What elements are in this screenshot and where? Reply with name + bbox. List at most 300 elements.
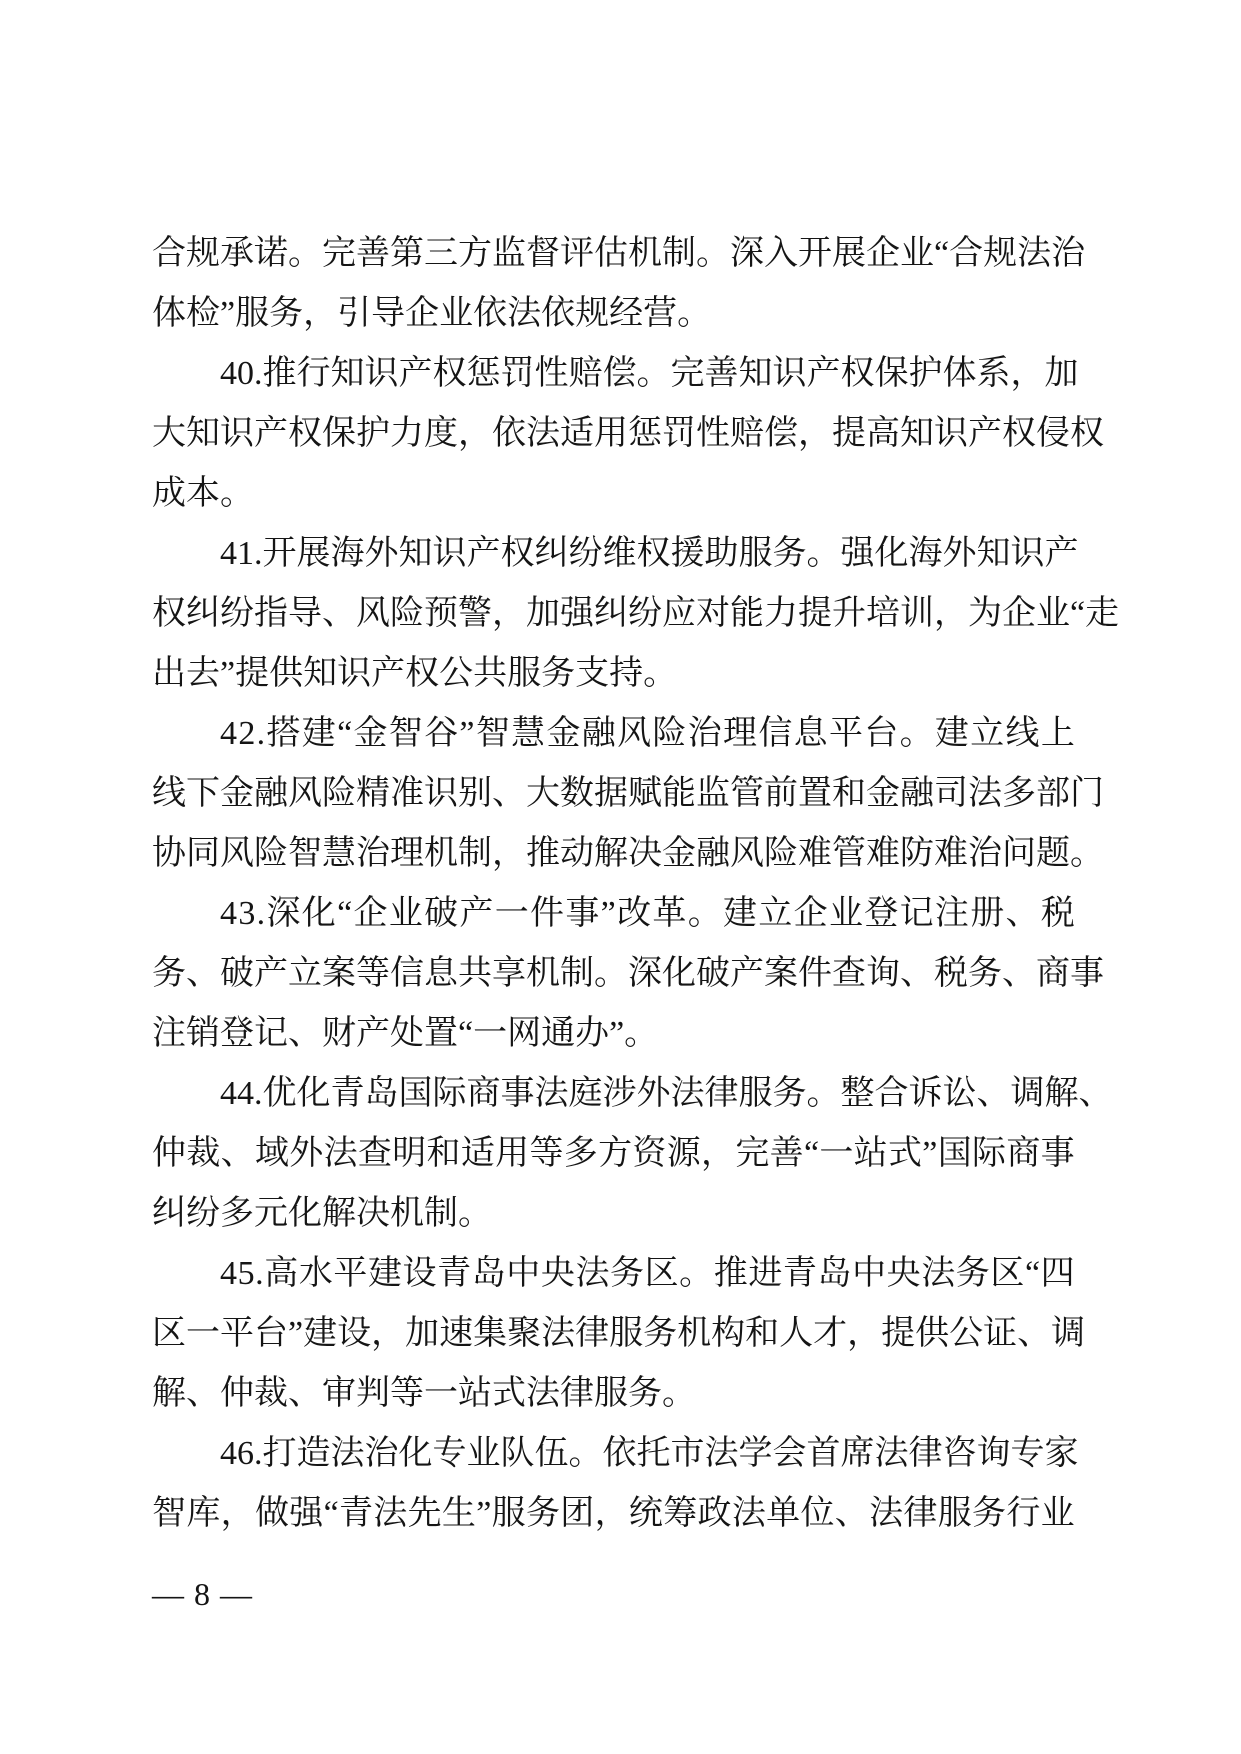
text-char: 能 xyxy=(662,775,696,812)
text-char: 伍 xyxy=(534,1435,569,1472)
text-char: 设 xyxy=(402,1255,437,1292)
text-char: . xyxy=(254,1435,263,1472)
text-char: 务 xyxy=(772,1075,807,1112)
text-char: 4 xyxy=(220,535,237,572)
text-char: 管 xyxy=(730,775,764,812)
text-char: 团 xyxy=(560,1495,595,1532)
text-char: 商 xyxy=(466,1075,501,1112)
text-char: 培 xyxy=(866,595,900,632)
text-char: 供 xyxy=(915,1315,950,1352)
text-char: 化 xyxy=(296,1075,331,1112)
text-char: 集 xyxy=(473,1315,508,1352)
text-char: 件 xyxy=(530,895,565,932)
text-char: 产 xyxy=(459,895,494,932)
text-char: 产 xyxy=(1044,535,1079,572)
text-char: 强 xyxy=(840,535,875,572)
text-char: 公 xyxy=(949,1315,984,1352)
text-char: 打 xyxy=(262,1435,297,1472)
text-char: 纠 xyxy=(534,535,569,572)
text-char: 险 xyxy=(764,835,798,872)
text-line xyxy=(152,824,1104,884)
text-char: 推 xyxy=(262,355,297,392)
text-char: 生 xyxy=(441,1495,476,1532)
text-char: 。 xyxy=(679,1255,714,1292)
text-char: 业 xyxy=(828,895,863,932)
text-char: 数 xyxy=(560,775,594,812)
text-char: 信 xyxy=(390,955,424,992)
text-char: 化 xyxy=(874,535,909,572)
text-char: 。 xyxy=(1070,835,1104,872)
text-char: 难 xyxy=(798,835,832,872)
text-char: 智 xyxy=(288,835,322,872)
text-char: 法 xyxy=(575,1255,610,1292)
text-char: 下 xyxy=(186,775,220,812)
text-line: 成本。 xyxy=(152,475,254,512)
text-char: 建 xyxy=(723,895,757,932)
text-char: ， xyxy=(1010,355,1045,392)
text-char: “ xyxy=(803,1135,820,1172)
text-char: 多 xyxy=(1002,775,1036,812)
text-char: 开 xyxy=(798,235,832,272)
text-char: 市 xyxy=(670,1435,705,1472)
text-char: 律 xyxy=(575,1315,610,1352)
text-char: 智 xyxy=(152,1495,186,1532)
text-char: 查 xyxy=(357,1135,392,1172)
text-char: 用 xyxy=(594,415,628,452)
text-char: 务 xyxy=(525,1495,560,1532)
text-char: 推 xyxy=(713,1255,748,1292)
text-char: 首 xyxy=(806,1435,841,1472)
text-char: 化 xyxy=(301,895,336,932)
text-char: 导 xyxy=(288,595,322,632)
text-char: . xyxy=(255,1255,264,1292)
text-char: 、 xyxy=(976,1075,1011,1112)
text-char: 、 xyxy=(1005,895,1040,932)
text-char: 难 xyxy=(866,835,900,872)
text-char: 决 xyxy=(628,835,662,872)
text-char: 产 xyxy=(806,355,841,392)
text-char: 。 xyxy=(899,715,934,752)
text-char: 行 xyxy=(1006,1495,1041,1532)
text-char: 学 xyxy=(738,1435,773,1472)
text-char: 岛 xyxy=(364,1075,399,1112)
text-char: 训 xyxy=(900,595,934,632)
text-char: 纠 xyxy=(186,595,220,632)
text-char: ， xyxy=(458,415,492,452)
text-char: 难 xyxy=(934,835,968,872)
text-char: 提 xyxy=(798,595,832,632)
text-char: 平 xyxy=(220,1315,254,1352)
text-char: ” xyxy=(459,715,475,752)
text-char: ” xyxy=(600,895,616,932)
text-char: 商 xyxy=(1036,955,1070,992)
text-line xyxy=(152,704,1075,764)
text-char: 治 xyxy=(364,1435,399,1472)
text-char: 业 xyxy=(900,235,934,272)
text-char: 0 xyxy=(237,355,254,392)
text-char: 识 xyxy=(432,535,467,572)
text-char: 询 xyxy=(866,955,900,992)
text-char: 4 xyxy=(220,715,237,752)
text-line xyxy=(152,1244,1075,1304)
text-char: 大 xyxy=(526,775,560,812)
text-char: 权 xyxy=(152,595,186,632)
text-char: 中 xyxy=(506,1255,541,1292)
text-char: 商 xyxy=(1006,1135,1041,1172)
text-char: 事 xyxy=(1070,955,1104,992)
text-char: 法 xyxy=(1017,235,1052,272)
text-char: . xyxy=(254,1075,263,1112)
text-char: 合 xyxy=(874,1075,909,1112)
text-char: 解 xyxy=(594,835,628,872)
text-char: 4 xyxy=(220,1435,237,1472)
text-char: 律 xyxy=(903,1495,938,1532)
text-char: 规 xyxy=(186,235,220,272)
text-char: 库 xyxy=(186,1495,221,1532)
text-char: 加 xyxy=(1044,355,1079,392)
text-char: . xyxy=(256,715,266,752)
text-char: 法 xyxy=(323,1135,358,1172)
text-char: 青 xyxy=(782,1255,817,1292)
page-number: — 8 — xyxy=(152,1576,253,1612)
text-line: 注销登记、财产处置“一网通办”。 xyxy=(152,1015,659,1052)
text-char: 纷 xyxy=(568,535,603,572)
text-char: 罚 xyxy=(662,415,696,452)
text-char: 监 xyxy=(492,235,526,272)
text-char: 第 xyxy=(390,235,424,272)
text-char: 机 xyxy=(628,235,662,272)
text-char: 权 xyxy=(636,535,671,572)
text-char: 权 xyxy=(1002,415,1036,452)
text-char: 设 xyxy=(337,1315,372,1352)
text-char: 监 xyxy=(696,775,730,812)
text-char: 力 xyxy=(764,595,798,632)
text-line xyxy=(152,344,1079,404)
text-char: 险 xyxy=(254,835,288,872)
text-char: 治 xyxy=(968,835,1002,872)
text-char: 改 xyxy=(617,895,652,932)
text-char: 。 xyxy=(568,1435,603,1472)
text-char: 理 xyxy=(390,835,424,872)
text-char: 涉 xyxy=(602,1075,637,1112)
text-char: 央 xyxy=(886,1255,921,1292)
text-char: 国 xyxy=(398,1075,433,1112)
text-char: 规 xyxy=(983,235,1018,272)
text-char: 预 xyxy=(424,595,458,632)
text-char: 智 xyxy=(475,715,510,752)
text-char: 防 xyxy=(900,835,934,872)
text-char: 4 xyxy=(220,355,237,392)
text-char: 制 xyxy=(662,235,696,272)
text-char: 息 xyxy=(793,715,828,752)
text-char: 三 xyxy=(424,235,458,272)
text-char: 风 xyxy=(220,835,254,872)
text-char: 域 xyxy=(254,1135,289,1172)
text-char: 事 xyxy=(500,1075,535,1112)
text-char: 法 xyxy=(526,415,560,452)
text-char: 偿 xyxy=(602,355,637,392)
text-char: 务 xyxy=(610,1255,645,1292)
text-char: 深 xyxy=(730,235,764,272)
text-char: 4 xyxy=(220,1255,237,1292)
text-char: 台 xyxy=(864,715,899,752)
text-char: 金 xyxy=(220,775,254,812)
text-char: 权 xyxy=(840,355,875,392)
text-char: 善 xyxy=(704,355,739,392)
text-char: 同 xyxy=(186,835,220,872)
text-char: 估 xyxy=(594,235,628,272)
text-char: “ xyxy=(337,895,353,932)
text-char: 4 xyxy=(220,1075,237,1112)
text-char: 一 xyxy=(186,1315,220,1352)
text-char: 法 xyxy=(373,1495,408,1532)
text-char: 事 xyxy=(1040,1135,1075,1172)
text-char: “ xyxy=(337,715,353,752)
text-char: 识 xyxy=(424,775,458,812)
text-char: 站 xyxy=(853,1135,888,1172)
text-char: 企 xyxy=(866,235,900,272)
text-char: 1 xyxy=(237,535,254,572)
text-char: 警 xyxy=(458,595,492,632)
text-char: 维 xyxy=(602,535,637,572)
text-char: 护 xyxy=(908,355,943,392)
text-char: 。 xyxy=(806,1075,841,1112)
text-char: 融 xyxy=(254,775,288,812)
text-char: 知 xyxy=(186,415,220,452)
text-char: 完 xyxy=(670,355,705,392)
text-char: 走 xyxy=(1085,595,1120,632)
page-footer xyxy=(152,1574,253,1614)
text-char: 法 xyxy=(921,1255,956,1292)
text-char: 业 xyxy=(466,1435,501,1472)
text-char: 。 xyxy=(806,535,841,572)
text-char: 识 xyxy=(934,415,968,452)
text-char: ， xyxy=(371,1315,406,1352)
text-char: 管 xyxy=(832,835,866,872)
text-char: 治 xyxy=(687,715,722,752)
text-char: 问 xyxy=(1002,835,1036,872)
text-char: 合 xyxy=(949,235,984,272)
text-char: 立 xyxy=(288,955,322,992)
text-char: 纷 xyxy=(628,595,662,632)
text-char: 方 xyxy=(458,235,492,272)
text-char: 产 xyxy=(968,415,1002,452)
text-char: 制 xyxy=(560,955,594,992)
text-char: 保 xyxy=(874,355,909,392)
text-line xyxy=(152,944,1104,1004)
text-char: 产 xyxy=(254,415,288,452)
text-char: 服 xyxy=(491,1495,526,1532)
text-char: 业 xyxy=(388,895,423,932)
text-char: 、 xyxy=(1017,1315,1052,1352)
text-char: 享 xyxy=(492,955,526,992)
text-char: 门 xyxy=(1070,775,1104,812)
text-char: 平 xyxy=(333,1255,368,1292)
text-char: 务 xyxy=(152,955,186,992)
text-char: 税 xyxy=(934,955,968,992)
text-char: 机 xyxy=(526,955,560,992)
text-char: 立 xyxy=(758,895,793,932)
text-char: 依 xyxy=(492,415,526,452)
text-char: 破 xyxy=(696,955,730,992)
text-char: 识 xyxy=(772,355,807,392)
text-char: 法 xyxy=(869,1495,904,1532)
text-char: 律 xyxy=(908,1435,943,1472)
text-line xyxy=(152,1304,1086,1364)
text-char: 大 xyxy=(152,415,186,452)
text-char: 评 xyxy=(560,235,594,272)
text-char: ” xyxy=(288,1315,304,1352)
text-char: 6 xyxy=(237,1435,254,1472)
text-char: 诉 xyxy=(908,1075,943,1112)
text-char: 善 xyxy=(769,1135,804,1172)
text-char: 筹 xyxy=(663,1495,698,1532)
text-line xyxy=(152,1124,1075,1184)
text-char: 、 xyxy=(220,1135,255,1172)
text-char: 水 xyxy=(298,1255,333,1292)
text-char: 海 xyxy=(330,535,365,572)
text-char: 5 xyxy=(237,1255,255,1292)
text-char: 为 xyxy=(968,595,1002,632)
text-char: 单 xyxy=(766,1495,801,1532)
text-char: 风 xyxy=(356,595,390,632)
text-char: 才 xyxy=(813,1315,848,1352)
text-char: 建 xyxy=(301,715,336,752)
text-char: 建 xyxy=(367,1255,402,1292)
text-char: 性 xyxy=(696,415,730,452)
text-char: 位 xyxy=(800,1495,835,1532)
text-char: 案 xyxy=(322,955,356,992)
text-char: 2 xyxy=(238,715,256,752)
text-char: 务 xyxy=(772,535,807,572)
text-char: 青 xyxy=(330,1075,365,1112)
text-char: 制 xyxy=(458,835,492,872)
text-char: 法 xyxy=(541,1315,576,1352)
text-char: 纠 xyxy=(594,595,628,632)
text-char: 四 xyxy=(1040,1255,1075,1292)
text-char: 进 xyxy=(748,1255,783,1292)
text-char: 加 xyxy=(526,595,560,632)
text-char: 外 xyxy=(636,1075,671,1112)
text-char: 企 xyxy=(793,895,828,932)
text-char: 题 xyxy=(1036,835,1070,872)
text-char: 险 xyxy=(390,595,424,632)
text-char: 式 xyxy=(887,1135,922,1172)
text-char: 优 xyxy=(262,1075,297,1112)
text-char: 强 xyxy=(560,595,594,632)
text-char: 央 xyxy=(540,1255,575,1292)
text-char: 提 xyxy=(881,1315,916,1352)
text-char: 3 xyxy=(238,895,256,932)
text-char: 4 xyxy=(237,1075,254,1112)
text-line: 纠纷多元化解决机制。 xyxy=(152,1195,492,1232)
text-char: 源 xyxy=(666,1135,701,1172)
text-char: 高 xyxy=(264,1255,299,1292)
text-char: 速 xyxy=(439,1315,474,1352)
text-char: 家 xyxy=(1044,1435,1079,1472)
text-char: . xyxy=(254,355,263,392)
text-char: 风 xyxy=(288,775,322,812)
text-char: 据 xyxy=(594,775,628,812)
text-char: 。 xyxy=(687,895,722,932)
text-char: 搭 xyxy=(266,715,301,752)
text-char: ， xyxy=(492,835,526,872)
text-char: 法 xyxy=(731,1495,766,1532)
text-char: 务 xyxy=(955,1255,990,1292)
text-char: 等 xyxy=(529,1135,564,1172)
text-char: 际 xyxy=(972,1135,1006,1172)
text-char: 赔 xyxy=(568,355,603,392)
text-char: 、 xyxy=(834,1495,869,1532)
text-char: 险 xyxy=(652,715,687,752)
text-char: 识 xyxy=(220,415,254,452)
text-char: 体 xyxy=(942,355,977,392)
text-char: ， xyxy=(934,595,968,632)
text-char: 。 xyxy=(288,235,322,272)
text-char: 权 xyxy=(500,535,535,572)
text-char: 证 xyxy=(983,1315,1018,1352)
text-char: 资 xyxy=(632,1135,667,1172)
text-char: ， xyxy=(492,595,526,632)
text-char: 法 xyxy=(330,1435,365,1472)
text-char: 金 xyxy=(662,835,696,872)
text-char: 法 xyxy=(534,1075,569,1112)
text-char: 化 xyxy=(662,955,696,992)
text-char: 件 xyxy=(798,955,832,992)
text-char: 用 xyxy=(495,1135,530,1172)
text-char: 区 xyxy=(990,1255,1025,1292)
text-char: 立 xyxy=(970,715,1005,752)
text-line xyxy=(152,224,1086,284)
text-char: 讼 xyxy=(942,1075,977,1112)
text-line xyxy=(152,404,1104,464)
text-char: 青 xyxy=(437,1255,472,1292)
text-char: 调 xyxy=(1010,1075,1045,1112)
text-char: 度 xyxy=(424,415,458,452)
text-char: 侵 xyxy=(1036,415,1070,452)
text-char: 准 xyxy=(390,775,424,812)
text-char: 一 xyxy=(819,1135,854,1172)
text-char: 惩 xyxy=(628,415,662,452)
text-char: 置 xyxy=(798,775,832,812)
text-char: 法 xyxy=(670,1075,705,1112)
text-char: 金 xyxy=(353,715,388,752)
text-char: 整 xyxy=(840,1075,875,1112)
text-char: 适 xyxy=(560,415,594,452)
text-char: 一 xyxy=(494,895,529,932)
text-char: 理 xyxy=(723,715,757,752)
text-char: 方 xyxy=(598,1135,633,1172)
text-char: ， xyxy=(220,1495,255,1532)
text-char: 督 xyxy=(526,235,560,272)
text-char: 融 xyxy=(900,775,934,812)
text-char: 裁 xyxy=(186,1135,221,1172)
text-char: 线 xyxy=(1005,715,1040,752)
text-char: 指 xyxy=(254,595,288,632)
text-char: ” xyxy=(476,1495,492,1532)
text-char: 线 xyxy=(152,775,186,812)
text-char: . xyxy=(254,535,263,572)
text-char: 诺 xyxy=(254,235,288,272)
text-char: 信 xyxy=(758,715,793,752)
text-char: 服 xyxy=(738,1075,773,1112)
text-char: 共 xyxy=(458,955,492,992)
text-char: 谷 xyxy=(424,715,459,752)
text-char: 司 xyxy=(934,775,968,812)
text-char: 会 xyxy=(772,1435,807,1472)
text-line xyxy=(152,524,1079,584)
text-char: 做 xyxy=(254,1495,289,1532)
